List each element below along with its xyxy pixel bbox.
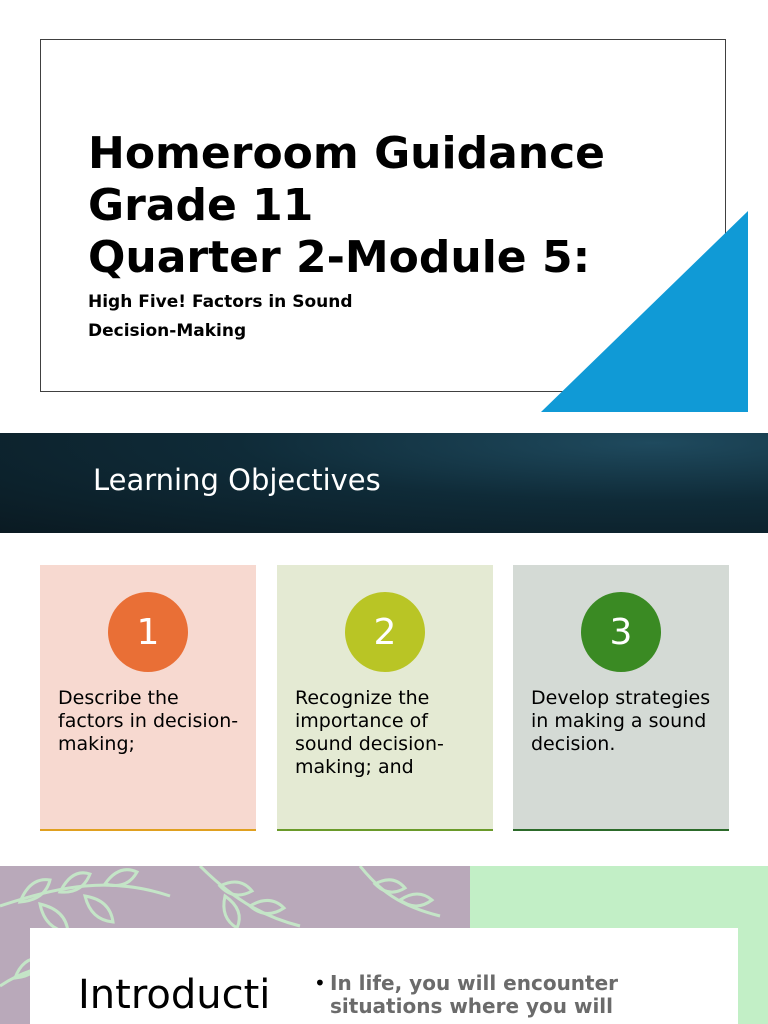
title-line-3: Quarter 2-Module 5: xyxy=(88,232,591,283)
subtitle-line-1: High Five! Factors in Sound xyxy=(88,292,353,312)
slide-title xyxy=(88,128,605,284)
objective-card-1 xyxy=(40,565,256,831)
title-line-1: Homeroom Guidance xyxy=(88,128,606,179)
objective-text-2: Recognize the importance of sound decision-making; and xyxy=(295,687,444,778)
objectives-slide xyxy=(0,433,768,866)
banner-title: Learning Objectives xyxy=(93,463,381,497)
bullet-marker: • xyxy=(314,971,326,995)
title-line-2: Grade 11 xyxy=(88,180,314,231)
objectives-banner xyxy=(0,433,768,533)
objective-text-3: Develop strategies in making a sound decision. xyxy=(531,687,711,755)
slide-subtitle xyxy=(88,288,353,346)
objective-number-1: 1 xyxy=(108,592,188,672)
intro-title: Introducti xyxy=(78,972,271,1018)
objective-card-2 xyxy=(277,565,493,831)
objective-number-3: 3 xyxy=(581,592,661,672)
intro-bullet xyxy=(314,971,730,1018)
objective-text-1: Describe the factors in decision-making; xyxy=(58,687,239,755)
intro-content-box xyxy=(30,928,738,1024)
subtitle-line-2: Decision-Making xyxy=(88,321,247,341)
objective-number-2: 2 xyxy=(345,592,425,672)
introduction-slide xyxy=(0,866,768,1024)
title-slide xyxy=(0,0,768,433)
objective-card-3 xyxy=(513,565,729,831)
intro-bullet-text: In life, you will encounter situations where you will xyxy=(330,971,619,1018)
